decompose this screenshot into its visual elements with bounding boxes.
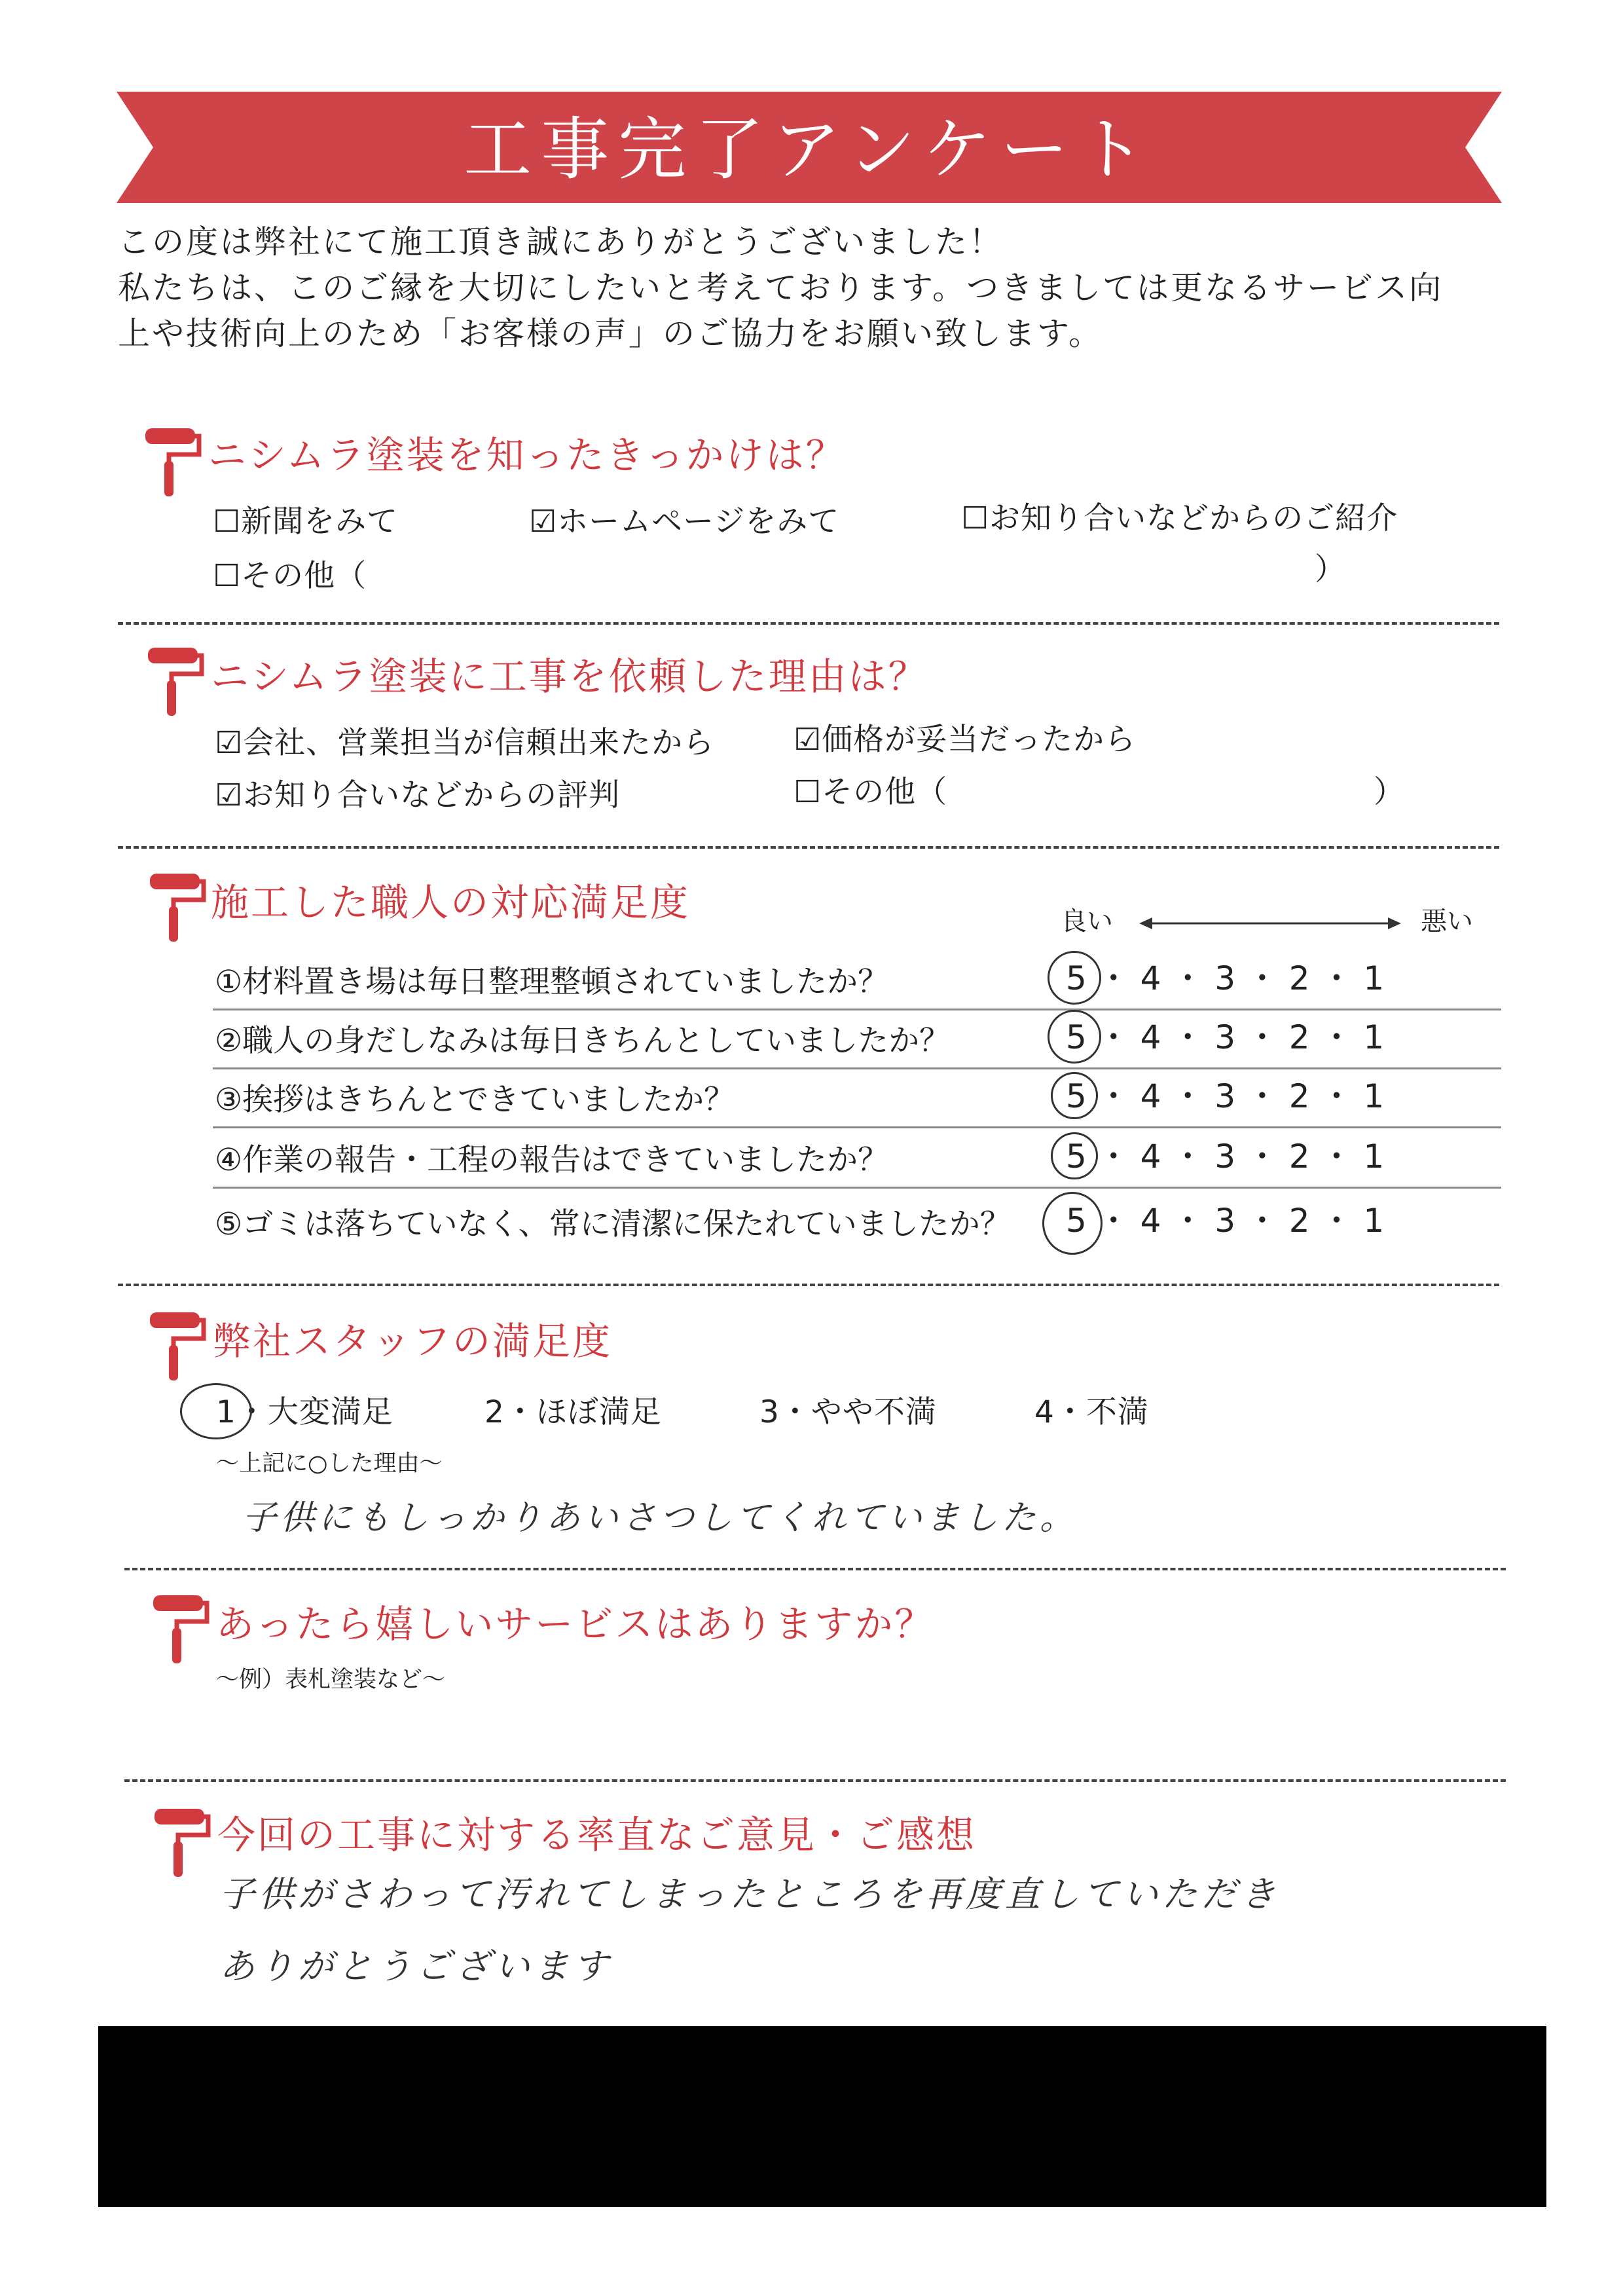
feedback-answer-line-2: ありがとうございます xyxy=(219,1946,612,1987)
intro-line-1: この度は弊社にて施工頂き誠にありがとうございました！ xyxy=(118,223,1004,261)
selected-circle xyxy=(1042,1192,1103,1255)
page-title: 工事完了アンケート xyxy=(464,109,1155,189)
option-price[interactable]: ☑価格が妥当だったから xyxy=(793,722,1137,758)
section-title-feedback: 今回の工事に対する率直なご意見・ご感想 xyxy=(217,1813,977,1857)
question-4: ④作業の報告・工程の報告はできていましたか？ xyxy=(215,1142,889,1178)
option-other-close: ） xyxy=(1374,774,1405,810)
option-homepage[interactable]: ☑ホームページをみて xyxy=(529,504,840,540)
question-5: ⑤ゴミは落ちていなく、常に清潔に保たれていましたか？ xyxy=(215,1206,1011,1242)
row-rule xyxy=(213,1067,1501,1069)
question-1: ①材料置き場は毎日整理整頓されていましたか？ xyxy=(215,964,889,1000)
paint-roller-icon xyxy=(147,871,206,943)
option-referral[interactable]: ☐お知り合いなどからのご紹介 xyxy=(961,500,1398,536)
scale-good-label: 良い xyxy=(1061,906,1113,936)
score-row-3[interactable]: 5 ・ 4 ・ 3 ・ 2 ・ 1 xyxy=(1066,1077,1385,1115)
option-other[interactable]: ☐その他（ xyxy=(793,774,948,810)
selected-circle xyxy=(1048,951,1101,1005)
section-divider xyxy=(124,1779,1506,1782)
question-2: ②職人の身だしなみは毎日きちんとしていましたか？ xyxy=(215,1023,951,1059)
feedback-answer-line-1: 子供がさわって汚れてしまったところを再度直していただき xyxy=(219,1874,1280,1915)
option-newspaper[interactable]: ☐新聞をみて xyxy=(213,504,399,540)
scale-bad-label: 悪い xyxy=(1421,906,1473,936)
section-divider xyxy=(118,846,1499,849)
row-rule xyxy=(213,1126,1501,1128)
scale-arrow-icon xyxy=(1139,914,1401,933)
section-title-staff: 弊社スタッフの満足度 xyxy=(213,1319,613,1363)
section-title-how-found: ニシムラ塗装を知ったきっかけは？ xyxy=(208,433,846,477)
option-slightly-dissatisfied[interactable]: 3・やや不満 xyxy=(759,1394,937,1430)
example-label: ～例）表札塗装など～ xyxy=(216,1667,446,1693)
score-row-1[interactable]: 5 ・ 4 ・ 3 ・ 2 ・ 1 xyxy=(1066,959,1385,997)
score-row-2[interactable]: 5 ・ 4 ・ 3 ・ 2 ・ 1 xyxy=(1066,1018,1385,1056)
section-divider xyxy=(118,622,1499,625)
paint-roller-icon xyxy=(143,426,202,498)
selected-circle xyxy=(1048,1010,1101,1064)
selected-circle xyxy=(180,1383,252,1439)
option-other[interactable]: ☐その他（ xyxy=(213,558,367,594)
section-title-craftsman: 施工した職人の対応満足度 xyxy=(211,880,691,925)
row-rule xyxy=(213,1187,1501,1189)
section-title-reason: ニシムラ塗装に工事を依頼した理由は？ xyxy=(211,654,928,699)
option-trust[interactable]: ☑会社、営業担当が信頼出来たから xyxy=(215,725,715,761)
paint-roller-icon xyxy=(147,1310,206,1382)
option-reputation[interactable]: ☑お知り合いなどからの評判 xyxy=(215,777,621,813)
section-divider xyxy=(124,1568,1506,1570)
intro-line-2: 私たちは、このご縁を大切にしたいと考えております。つきましては更なるサービス向 xyxy=(118,269,1444,306)
selected-circle xyxy=(1051,1072,1098,1119)
reason-label: ～上記に○した理由～ xyxy=(216,1451,443,1477)
option-very-satisfied[interactable]: 1・大変満足 xyxy=(216,1394,393,1430)
selected-circle xyxy=(1051,1132,1098,1179)
question-3: ③挨拶はきちんとできていましたか？ xyxy=(215,1082,735,1118)
paint-roller-icon xyxy=(151,1593,210,1665)
redacted-block xyxy=(98,2026,1546,2207)
score-row-5[interactable]: 5 ・ 4 ・ 3 ・ 2 ・ 1 xyxy=(1066,1202,1385,1240)
option-mostly-satisfied[interactable]: 2・ほぼ満足 xyxy=(484,1394,662,1430)
option-dissatisfied[interactable]: 4・不満 xyxy=(1034,1394,1149,1430)
score-row-4[interactable]: 5 ・ 4 ・ 3 ・ 2 ・ 1 xyxy=(1066,1138,1385,1176)
paint-roller-icon xyxy=(152,1806,211,1878)
paint-roller-icon xyxy=(145,645,204,717)
reason-answer: 子供にもしっかりあいさつしてくれていました。 xyxy=(242,1498,1078,1538)
section-title-desired-service: あったら嬉しいサービスはありますか？ xyxy=(216,1602,935,1646)
row-rule xyxy=(213,1009,1501,1010)
intro-line-3: 上や技術向上のため「お客様の声」のご協力をお願い致します。 xyxy=(118,315,1103,352)
option-other-close: ） xyxy=(1315,551,1346,587)
section-divider xyxy=(118,1284,1499,1286)
